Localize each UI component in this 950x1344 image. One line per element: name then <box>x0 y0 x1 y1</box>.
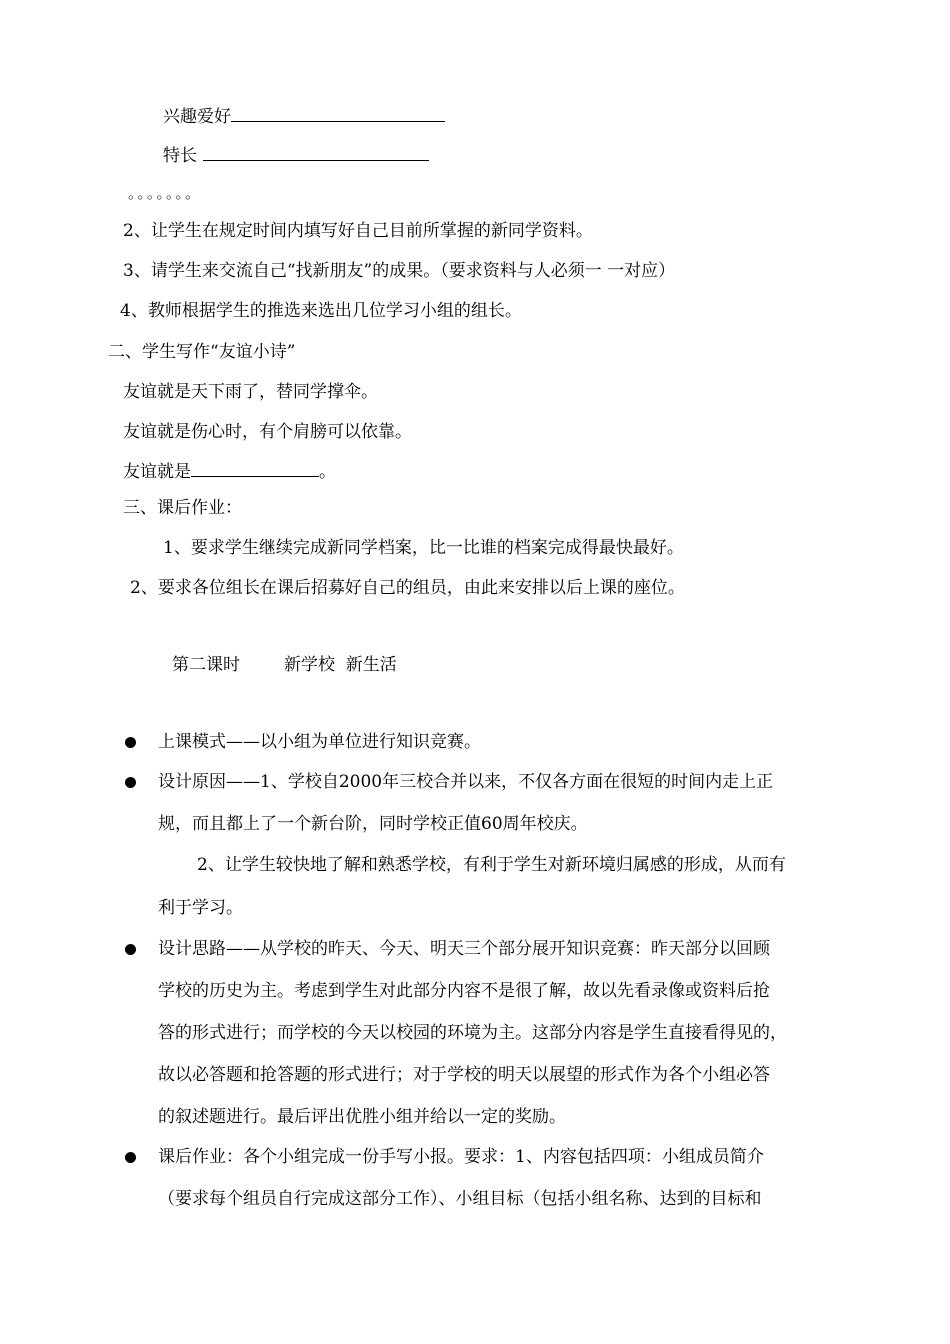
bullet-idea-line-1: 设计思路——从学校的昨天、今天、明天三个部分展开知识竞赛：昨天部分以回顾 <box>158 939 770 959</box>
poem-line-3 <box>123 459 336 483</box>
bullet-homework-line-2: （要求每个组员自行完成这部分工作）、小组目标（包括小组名称、达到的目标和 <box>158 1189 762 1209</box>
homework-item-2: 2、要求各位组长在课后招募好自己的组员，由此来安排以后上课的座位。 <box>130 578 685 598</box>
bullet-reason-line-1: 设计原因——1、学校自2000年三校合并以来，不仅各方面在很短的时间内走上正 <box>158 772 774 792</box>
specialty-blank <box>203 143 429 161</box>
poem-heading: 二、学生写作“友谊小诗” <box>108 342 296 362</box>
bullet-dot <box>125 737 136 748</box>
bullet-dot <box>125 944 136 955</box>
poem-line-3-prefix: 友谊就是 <box>123 462 191 482</box>
homework-heading: 三、课后作业： <box>123 498 242 518</box>
step-2: 2、让学生在规定时间内填写好自己目前所掌握的新同学资料。 <box>123 221 593 241</box>
poem-line-2: 友谊就是伤心时，有个肩膀可以依靠。 <box>123 422 412 442</box>
bullet-mode-text: 上课模式——以小组为单位进行知识竞赛。 <box>158 732 481 752</box>
interest-field-row <box>163 104 445 128</box>
bullet-dot <box>125 777 136 788</box>
specialty-label: 特长 <box>163 146 197 166</box>
step-3: 3、请学生来交流自己“找新朋友”的成果。（要求资料与人必须一 一对应） <box>123 261 676 281</box>
lesson-2-heading <box>172 654 397 676</box>
bullet-idea-line-2: 学校的历史为主。考虑到学生对此部分内容不是很了解，故以先看录像或资料后抢 <box>158 981 770 1001</box>
lesson-2-label: 第二课时 <box>172 655 240 675</box>
ellipsis-dots: 。。。。。。。 <box>128 184 203 202</box>
bullet-reason-line-4: 利于学习。 <box>158 898 243 918</box>
step-4: 4、教师根据学生的推选来选出几位学习小组的组长。 <box>120 301 522 321</box>
bullet-idea-line-4: 故以必答题和抢答题的形式进行；对于学校的明天以展望的形式作为各个小组必答 <box>158 1065 770 1085</box>
bullet-idea-line-5: 的叙述题进行。最后评出优胜小组并给以一定的奖励。 <box>158 1107 566 1127</box>
bullet-reason-line-2: 规，而且都上了一个新台阶，同时学校正值60周年校庆。 <box>158 814 588 834</box>
bullet-dot <box>125 1152 136 1163</box>
lesson-2-title: 新学校 新生活 <box>284 655 397 675</box>
bullet-homework-line-1: 课后作业：各个小组完成一份手写小报。要求：1、内容包括四项：小组成员简介 <box>158 1147 764 1167</box>
interest-label: 兴趣爱好 <box>163 107 231 127</box>
interest-blank <box>231 104 445 122</box>
poem-line-3-suffix: 。 <box>319 462 336 482</box>
homework-item-1: 1、要求学生继续完成新同学档案，比一比谁的档案完成得最快最好。 <box>163 538 684 558</box>
specialty-field-row <box>163 143 429 167</box>
poem-blank <box>191 459 319 477</box>
poem-line-1: 友谊就是天下雨了，替同学撑伞。 <box>123 382 378 402</box>
bullet-idea-line-3: 答的形式进行；而学校的今天以校园的环境为主。这部分内容是学生直接看得见的， <box>158 1023 787 1043</box>
bullet-reason-line-3: 2、让学生较快地了解和熟悉学校，有利于学生对新环境归属感的形成，从而有 <box>197 855 786 875</box>
